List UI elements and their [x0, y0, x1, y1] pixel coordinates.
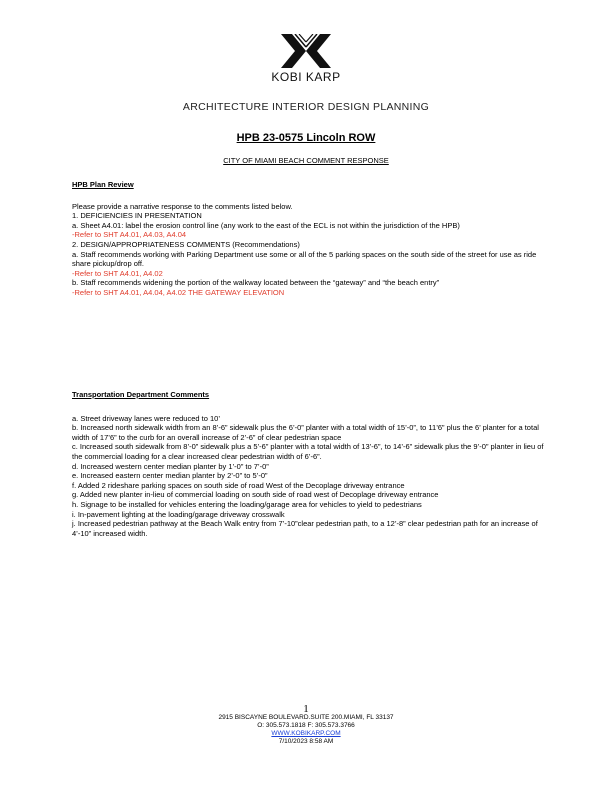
comment-line: f. Added 2 rideshare parking spaces on south side of road West of the Decoplage driveway entrance [72, 480, 405, 490]
comment-line: e. Increased eastern center median planter by 2’-0” to 5’-0” [72, 471, 268, 481]
transportation-comments-section [72, 390, 544, 538]
comment-line: a. Staff recommends working with Parking Department use some or all of the 5 parking spaces on the south side of the street for use as ride share pickup/drop off. [72, 249, 537, 269]
comment-line: 2. DESIGN/APPROPRIATENESS COMMENTS (Recommendations) [72, 239, 300, 249]
document-subtitle: CITY OF MIAMI BEACH COMMENT RESPONSE [223, 156, 389, 165]
sheet-reference: -Refer to SHT A4.01, A4.02 [72, 268, 163, 278]
comment-line: a. Sheet A4.01: label the erosion control line (any work to the east of the ECL is not within the jurisdiction of the HPB) [72, 220, 460, 230]
comment-line: g. Added new planter in-lieu of commercial loading on south side of road west of Decoplage driveway entrance [72, 490, 439, 500]
comment-line: a. Street driveway lanes were reduced to 10’ [72, 413, 220, 423]
page-footer [0, 705, 612, 746]
comment-line: j. Increased pedestrian pathway at the Beach Walk entry from 7’-10”clear pedestrian path, to a 12’-8” clear pedestrian path for an increase of 4’-10” increased width. [72, 519, 538, 538]
sheet-reference: -Refer to SHT A4.01, A4.04, A4.02 THE GATEWAY ELEVATION [72, 287, 285, 297]
kobi-karp-logo-icon [279, 34, 333, 68]
transportation-lines [72, 414, 544, 539]
comment-line: i. In-pavement lighting at the loading/garage driveway crosswalk [72, 509, 285, 519]
document-title: HPB 23-0575 Lincoln ROW [236, 132, 376, 144]
website-link[interactable]: WWW.KOBIKARP.COM [271, 730, 341, 737]
comment-line: d. Increased western center median planter by 1’-0” to 7’-0” [72, 461, 269, 471]
comment-line: b. Staff recommends widening the portion of the walkway located between the “gateway” and “the beach entry” [72, 278, 440, 288]
logo-text: KOBI KARP [271, 70, 341, 84]
section-heading: Transportation Department Comments [72, 390, 210, 399]
hpb-review-lines [72, 202, 544, 298]
page-number: 1 [303, 703, 309, 715]
footer-address: 2915 BISCAYNE BOULEVARD.SUITE 200.MIAMI, FL 33137 [218, 714, 394, 721]
comment-line: Please provide a narrative response to the comments listed below. [72, 201, 293, 211]
section-heading: HPB Plan Review [72, 180, 134, 189]
company-tagline: ARCHITECTURE INTERIOR DESIGN PLANNING [182, 101, 430, 113]
comment-line: b. Increased north sidewalk width from an 8’-6” sidewalk plus the 6’-0” planter with a total width of 15’-0”, to 11’6” plus the 6’ planter for a total width of 17’6” to the curb for an overall increase of 2’-6” of clear pedestrian space [72, 423, 539, 442]
comment-line: 1. DEFICIENCIES IN PRESENTATION [72, 211, 202, 221]
sheet-reference: -Refer to SHT A4.01, A4.03, A4.04 [72, 230, 187, 240]
comment-line: h. Signage to be installed for vehicles entering the loading/garage area for vehicles to yield to pedestrians [72, 499, 422, 509]
comment-line: c. Increased south sidewalk from 8’-0” sidewalk plus a 5’-6” planter with a total width of 13’-6”, to 14’-6” sidewalk plus the 9’-0” planter in lieu of the commercial loading for a clear increased clear pedestrian width of 6’-6”. [72, 442, 544, 461]
company-logo [0, 34, 612, 84]
footer-timestamp: 7/10/2023 8:58 AM [278, 738, 334, 745]
hpb-plan-review-section [72, 180, 544, 298]
footer-phone: O: 305.573.1818 F: 305.573.3766 [257, 722, 355, 729]
